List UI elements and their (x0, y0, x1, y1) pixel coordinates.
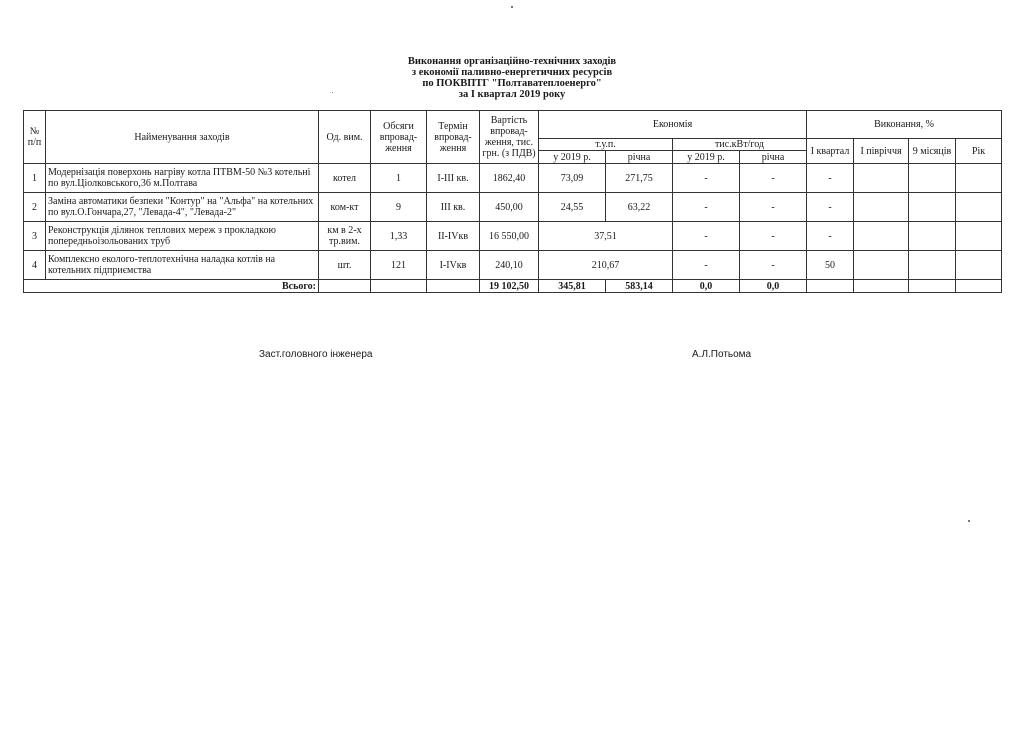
title-line-3: по ПОКВПТГ "Полтаватеплоенерго" (422, 78, 602, 89)
row-num: 3 (24, 222, 46, 251)
total-nine-months (909, 280, 956, 293)
total-q1 (807, 280, 854, 293)
header-kwt: тис.кВт/год (673, 139, 807, 151)
row-cost: 240,10 (480, 251, 539, 280)
row-nine-months (909, 222, 956, 251)
header-kwt-2019: у 2019 р. (673, 151, 740, 164)
row-num: 4 (24, 251, 46, 280)
header-nine-months: 9 місяців (909, 139, 956, 164)
row-half (854, 193, 909, 222)
row-q1: - (807, 222, 854, 251)
signature-position: Заст.головного інженера (259, 349, 373, 360)
total-kwt-2019: 0,0 (673, 280, 740, 293)
row-volume: 121 (371, 251, 427, 280)
row-kwt-annual: - (740, 193, 807, 222)
row-term: І-ІІІ кв. (427, 164, 480, 193)
row-name: Реконструкція ділянок теплових мереж з прокладкою попередньоізольованих труб (46, 222, 319, 251)
row-tut-2019: 73,09 (539, 164, 606, 193)
row-tut-2019: 24,55 (539, 193, 606, 222)
row-q1: - (807, 193, 854, 222)
row-num: 2 (24, 193, 46, 222)
header-cost: Вартість впровад-ження, тис. грн. (з ПДВ) (480, 111, 539, 164)
row-kwt-2019: - (673, 251, 740, 280)
table-row (24, 251, 1002, 280)
row-volume: 9 (371, 193, 427, 222)
document-title (0, 56, 1024, 100)
total-tut-annual: 583,14 (606, 280, 673, 293)
row-tut-merged: 210,67 (539, 251, 673, 280)
measures-table (23, 110, 1002, 293)
total-year (956, 280, 1002, 293)
row-q1: - (807, 164, 854, 193)
table-row (24, 222, 1002, 251)
row-nine-months (909, 251, 956, 280)
row-kwt-2019: - (673, 193, 740, 222)
row-half (854, 164, 909, 193)
row-cost: 1862,40 (480, 164, 539, 193)
row-unit: шт. (319, 251, 371, 280)
row-kwt-annual: - (740, 222, 807, 251)
header-half: І півріччя (854, 139, 909, 164)
total-kwt-annual: 0,0 (740, 280, 807, 293)
table-row (24, 193, 1002, 222)
title-line-4: за І квартал 2019 року (458, 89, 566, 100)
header-economy: Економія (539, 111, 807, 139)
signature-name: А.Л.Потьома (692, 349, 752, 360)
row-unit: котел (319, 164, 371, 193)
row-num: 1 (24, 164, 46, 193)
row-name: Заміна автоматики безпеки "Контур" на "Альфа" на котельних по вул.О.Гончара,27, "Левада-4", "Левада-2" (46, 193, 319, 222)
row-term: ІІІ кв. (427, 193, 480, 222)
row-unit: км в 2-х тр.вим. (319, 222, 371, 251)
table-row (24, 164, 1002, 193)
header-q1: І квартал (807, 139, 854, 164)
header-name: Найменування заходів (46, 111, 319, 164)
row-year (956, 164, 1002, 193)
total-volume (371, 280, 427, 293)
total-label: Всього: (24, 280, 319, 293)
row-kwt-2019: - (673, 164, 740, 193)
row-term: І-ІVкв (427, 251, 480, 280)
row-name: Модернізація поверхонь нагріву котла ПТВМ-50 №3 котельні по вул.Ціолковського,36 м.Полтава (46, 164, 319, 193)
header-row-1 (24, 111, 1002, 139)
header-execution: Виконання, % (807, 111, 1002, 139)
header-unit: Од. вим. (319, 111, 371, 164)
header-kwt-annual: річна (740, 151, 807, 164)
row-year (956, 193, 1002, 222)
row-year (956, 222, 1002, 251)
header-num: № п/п (24, 111, 46, 164)
row-tut-annual: 63,22 (606, 193, 673, 222)
header-year: Рік (956, 139, 1002, 164)
row-year (956, 251, 1002, 280)
row-nine-months (909, 164, 956, 193)
row-half (854, 222, 909, 251)
row-kwt-annual: - (740, 164, 807, 193)
row-kwt-2019: - (673, 222, 740, 251)
row-cost: 450,00 (480, 193, 539, 222)
row-kwt-annual: - (740, 251, 807, 280)
row-nine-months (909, 193, 956, 222)
row-cost: 16 550,00 (480, 222, 539, 251)
total-unit (319, 280, 371, 293)
row-half (854, 251, 909, 280)
total-tut-2019: 345,81 (539, 280, 606, 293)
row-volume: 1 (371, 164, 427, 193)
row-tut-annual: 271,75 (606, 164, 673, 193)
scan-speck (968, 520, 970, 522)
title-line-1: Виконання організаційно-технічних заходів (407, 56, 617, 67)
header-tut: т.у.п. (539, 139, 673, 151)
scan-speck (511, 6, 513, 8)
header-tut-annual: річна (606, 151, 673, 164)
total-cost: 19 102,50 (480, 280, 539, 293)
row-tut-merged: 37,51 (539, 222, 673, 251)
scan-speck (332, 92, 333, 93)
header-volume: Обсяги впровад-ження (371, 111, 427, 164)
total-term (427, 280, 480, 293)
total-half (854, 280, 909, 293)
row-volume: 1,33 (371, 222, 427, 251)
title-line-2: з економії паливно-енергетичних ресурсів (411, 67, 613, 78)
row-term: ІІ-ІVкв (427, 222, 480, 251)
header-term: Термін впровад-ження (427, 111, 480, 164)
row-name: Комплексно еколого-теплотехнічна наладка котлів на котельних підприємства (46, 251, 319, 280)
row-unit: ком-кт (319, 193, 371, 222)
row-q1: 50 (807, 251, 854, 280)
total-row (24, 280, 1002, 293)
header-tut-2019: у 2019 р. (539, 151, 606, 164)
